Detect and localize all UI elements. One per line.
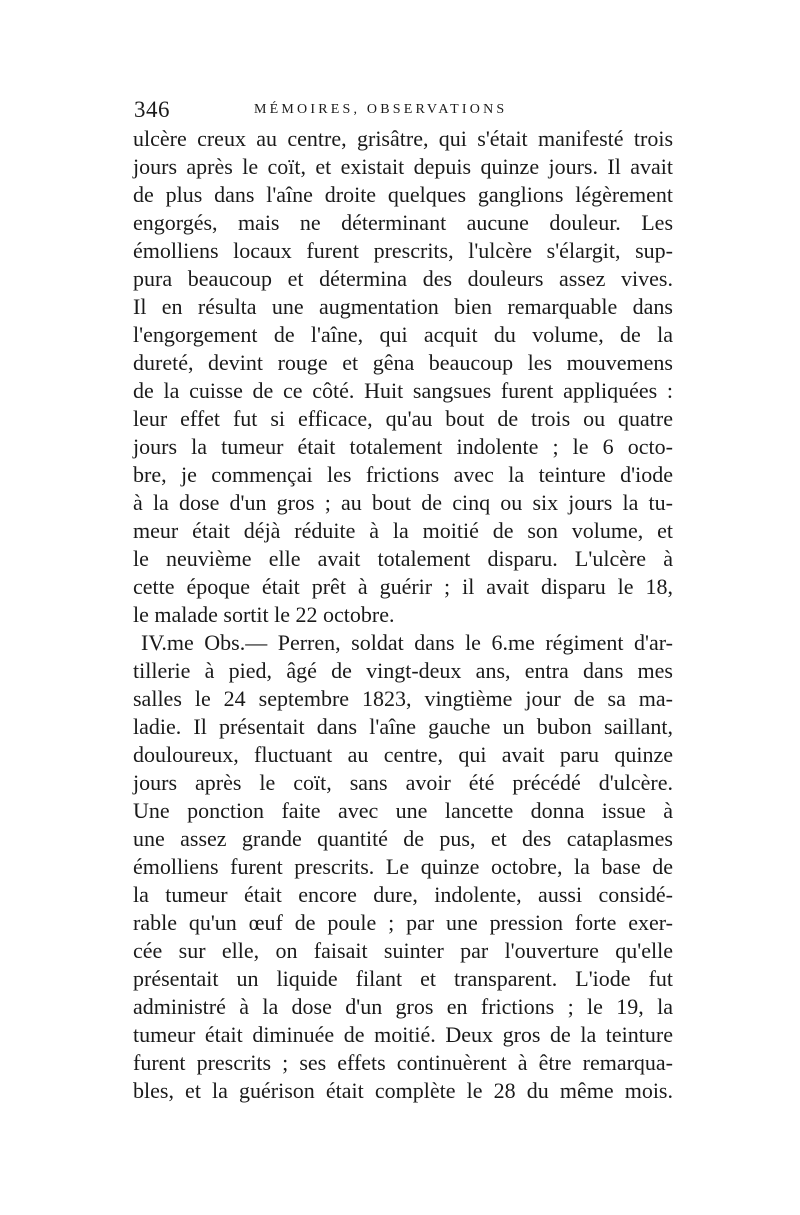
running-title: MÉMOIRES, OBSERVATIONS [254, 102, 508, 117]
text-line: furent prescrits ; ses effets continuèrent à être remarqua- [133, 1050, 673, 1075]
text-line: une assez grande quantité de pus, et des cataplasmes [133, 826, 673, 851]
text-line: douloureux, fluctuant au centre, qui avait paru quinze [133, 742, 673, 767]
text-line: rable qu'un œuf de poule ; par une pression forte exer- [133, 910, 673, 935]
text-line: pura beaucoup et détermina des douleurs assez vives. [133, 266, 673, 291]
text-line: tillerie à pied, âgé de vingt-deux ans, entra dans mes [133, 658, 673, 683]
body-text [133, 125, 673, 1105]
text-line: de plus dans l'aîne droite quelques ganglions légèrement [133, 182, 673, 207]
text-line: à la dose d'un gros ; au bout de cinq ou six jours la tu- [133, 490, 673, 515]
text-line: Une ponction faite avec une lancette donna issue à [133, 798, 673, 823]
text-line: dureté, devint rouge et gêna beaucoup les mouvemens [133, 350, 673, 375]
page-number: 346 [134, 97, 170, 122]
text-line: engorgés, mais ne déterminant aucune douleur. Les [133, 210, 673, 235]
text-line: bre, je commençai les frictions avec la teinture d'iode [133, 462, 673, 487]
text-line: l'engorgement de l'aîne, qui acquit du volume, de la [133, 322, 673, 347]
text-line: tumeur était diminuée de moitié. Deux gros de la teinture [133, 1022, 673, 1047]
text-line: de la cuisse de ce côté. Huit sangsues furent appliquées : [133, 378, 673, 403]
text-line: Il en résulta une augmentation bien remarquable dans [133, 294, 673, 319]
text-line: présentait un liquide filant et transparent. L'iode fut [133, 966, 673, 991]
text-line: administré à la dose d'un gros en frictions ; le 19, la [133, 994, 673, 1019]
text-line: jours après le coït, et existait depuis quinze jours. Il avait [133, 154, 673, 179]
text-line: émolliens locaux furent prescrits, l'ulcère s'élargit, sup- [133, 238, 673, 263]
text-line: leur effet fut si efficace, qu'au bout de trois ou quatre [133, 406, 673, 431]
text-line: la tumeur était encore dure, indolente, aussi considé- [133, 882, 673, 907]
text-line: bles, et la guérison était complète le 28 du même mois. [133, 1078, 673, 1103]
text-line: cée sur elle, on faisait suinter par l'ouverture qu'elle [133, 938, 673, 963]
text-line: émolliens furent prescrits. Le quinze octobre, la base de [133, 854, 673, 879]
text-line: jours après le coït, sans avoir été précédé d'ulcère. [133, 770, 673, 795]
text-line: le neuvième elle avait totalement disparu. L'ulcère à [133, 546, 673, 571]
text-line: ladie. Il présentait dans l'aîne gauche un bubon saillant, [133, 714, 673, 739]
text-line: salles le 24 septembre 1823, vingtième jour de sa ma- [133, 686, 673, 711]
text-line: ulcère creux au centre, grisâtre, qui s'était manifesté trois [133, 126, 673, 151]
text-line: cette époque était prêt à guérir ; il avait disparu le 18, [133, 574, 673, 599]
observation-heading-line: IV.me Obs.— Perren, soldat dans le 6.me régiment d'ar- [141, 630, 673, 655]
text-line: le malade sortit le 22 octobre. [133, 602, 395, 627]
text-line: meur était déjà réduite à la moitié de son volume, et [133, 518, 673, 543]
text-line: jours la tumeur était totalement indolente ; le 6 octo- [133, 434, 673, 459]
running-head [134, 95, 674, 125]
